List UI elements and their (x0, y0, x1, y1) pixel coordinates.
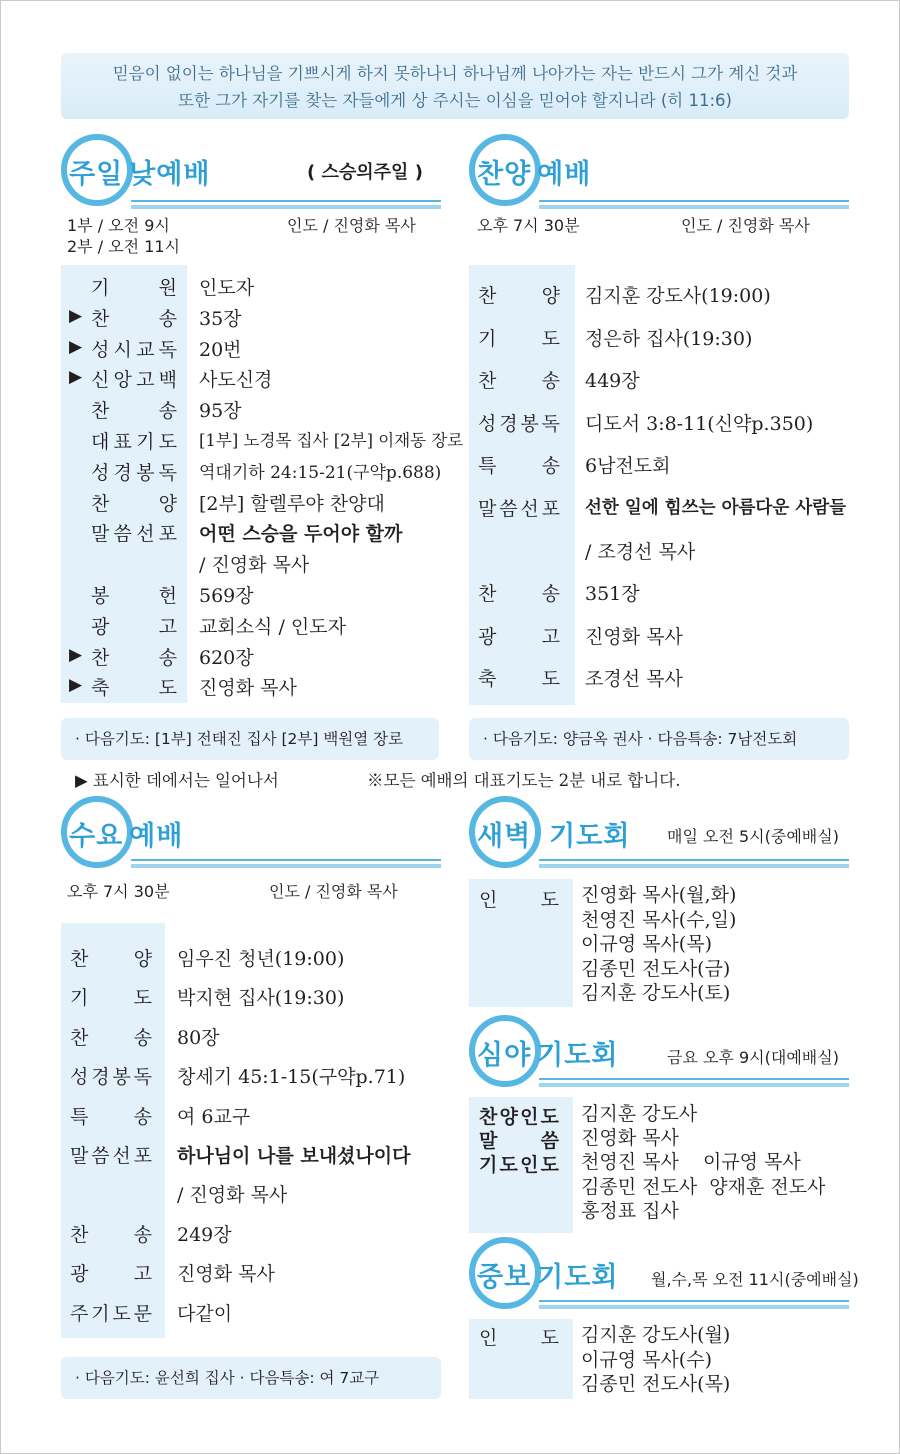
order-value: 351장 (585, 583, 640, 606)
night-value: 진영화 목사 (581, 1127, 679, 1150)
order-label: 찬 송 (91, 307, 177, 330)
sunday-subtitle: ( 스승의주일 ) (307, 162, 423, 183)
praise-time: 오후 7시 30분 (477, 216, 580, 235)
order-value: 교회소식 / 인도자 (199, 615, 346, 638)
standing-marker: ▶ (69, 305, 83, 326)
praise-service-header (469, 134, 849, 204)
wednesday-service-header (61, 796, 441, 866)
order-value: 진영화 목사 (199, 677, 297, 700)
stand-notice: ▶ 표시한 데에서는 일어나서 (75, 771, 279, 790)
header-rule (131, 205, 441, 209)
order-label: 주 기 도 문 (70, 1302, 152, 1325)
header-rule (539, 1083, 849, 1087)
header-rule (539, 864, 849, 868)
order-value: 249장 (177, 1223, 232, 1246)
header-rule (131, 864, 441, 868)
order-label: 찬 송 (91, 646, 177, 669)
order-label: 찬 송 (91, 400, 177, 423)
order-label: 성 경 봉 독 (70, 1066, 152, 1089)
order-label: 성 경 봉 독 (478, 412, 560, 435)
intercession-leader: 김지훈 강도사(월) (581, 1324, 731, 1346)
sunday-service-header (61, 134, 441, 204)
intercession-title-circle: 중보 (477, 1262, 532, 1293)
night-info: 금요 오후 9시(대예배실) (667, 1048, 839, 1067)
order-label: 성 경 봉 독 (91, 461, 177, 484)
order-value: 진영화 목사 (585, 625, 683, 648)
order-value: [1부] 노경목 집사 [2부] 이재동 장로 (199, 431, 464, 450)
intercession-leader: 김종민 전도사(목) (581, 1373, 731, 1395)
night-label: 말 씀 (479, 1130, 559, 1153)
wednesday-time: 오후 7시 30분 (67, 882, 170, 901)
order-label: 말 씀 선 포 (478, 498, 560, 520)
intercession-label: 인 도 (479, 1327, 559, 1349)
night-title-circle: 심야 (477, 1040, 532, 1071)
order-label: 기 도 (70, 987, 152, 1010)
order-label: 말 씀 선 포 (91, 523, 177, 546)
sunday-title-rest: 낮예배 (129, 159, 211, 190)
dawn-info: 매일 오전 5시(중예배실) (667, 827, 839, 846)
order-label: 찬 송 (478, 370, 560, 393)
order-label: 대 표 기 도 (91, 431, 177, 453)
night-label: 찬 양 인 도 (479, 1106, 559, 1128)
verse-line-1: 믿음이 없이는 하나님을 기쁘시게 하지 못하나니 하나님께 나아가는 자는 반드시 그가 계신 것과 (112, 64, 798, 83)
order-value: 박지현 집사(19:30) (177, 987, 345, 1010)
order-label: 봉 헌 (91, 585, 177, 607)
order-value: 569장 (199, 585, 254, 607)
dawn-title-rest: 기도회 (549, 821, 631, 852)
order-label: 기 원 (91, 277, 177, 299)
order-label: 신 앙 고 백 (91, 369, 177, 392)
dawn-leader: 진영화 목사(월,화) (581, 884, 737, 906)
header-rule (539, 205, 849, 209)
praise-leader: 인도 / 진영화 목사 (681, 216, 810, 235)
order-value: 95장 (199, 400, 242, 423)
order-label: 광 고 (91, 615, 177, 638)
order-value: 창세기 45:1-15(구약p.71) (177, 1066, 406, 1089)
order-label: 찬 양 (91, 492, 177, 515)
order-value: 김지훈 강도사(19:00) (585, 285, 771, 307)
order-label: 말 씀 선 포 (70, 1145, 152, 1167)
intercession-title-rest: 기도회 (537, 1262, 619, 1293)
order-label: 성 시 교 독 (91, 338, 177, 361)
sunday-next-prayer: · 다음기도: [1부] 전태진 집사 [2부] 백원열 장로 (61, 718, 439, 760)
header-rule (539, 859, 849, 861)
wednesday-leader: 인도 / 진영화 목사 (269, 882, 398, 901)
order-value: 사도신경 (199, 369, 273, 392)
standing-marker: ▶ (69, 644, 83, 665)
sunday-time-2: 2부 / 오전 11시 (67, 237, 181, 256)
order-value: / 조경선 목사 (585, 540, 696, 563)
order-label: 찬 양 (478, 285, 560, 307)
order-value: / 진영화 목사 (177, 1184, 288, 1207)
night-value: 김지훈 강도사 (581, 1103, 698, 1125)
order-value: 진영화 목사 (177, 1263, 275, 1286)
order-value: 어떤 스승을 두어야 할까 (199, 523, 403, 546)
header-rule (131, 859, 441, 861)
night-value: 천영진 목사 이규영 목사 (581, 1151, 801, 1174)
dawn-leader: 이규영 목사(목) (581, 933, 712, 955)
header-rule (539, 200, 849, 202)
order-label: 찬 양 (70, 948, 152, 970)
praise-title-rest: 예배 (537, 159, 592, 190)
order-value: 449장 (585, 370, 640, 393)
order-label: 축 도 (478, 668, 560, 691)
verse-banner (61, 53, 849, 119)
order-value: 35장 (199, 307, 242, 330)
dawn-leader: 천영진 목사(수,일) (581, 908, 737, 931)
order-value: 여 6교구 (177, 1105, 251, 1128)
order-value: 임우진 청년(19:00) (177, 948, 345, 970)
order-label: 찬 송 (478, 583, 560, 606)
order-label: 특 송 (70, 1105, 152, 1128)
dawn-title-circle: 새벽 (477, 821, 532, 852)
wednesday-title-circle: 수요 (69, 821, 124, 852)
order-value: 다같이 (177, 1302, 233, 1325)
order-value: 80장 (177, 1026, 220, 1049)
sunday-leader: 인도 / 진영화 목사 (287, 216, 416, 235)
order-value: 조경선 목사 (585, 668, 683, 691)
dawn-leader: 김지훈 강도사(토) (581, 982, 731, 1004)
order-label: 축 도 (91, 677, 177, 700)
order-value: 정은하 집사(19:30) (585, 327, 753, 350)
intercession-info: 월,수,목 오전 11시(중예배실) (651, 1270, 859, 1289)
wednesday-next-prayer: · 다음기도: 윤선희 집사 · 다음특송: 여 7교구 (61, 1357, 441, 1399)
sunday-time-1: 1부 / 오전 9시 (67, 216, 170, 235)
intercession-prayer-header (469, 1237, 859, 1307)
dawn-label: 인 도 (479, 889, 559, 911)
standing-marker: ▶ (69, 367, 83, 388)
order-label: 광 고 (70, 1263, 152, 1286)
prayer-time-notice: ※모든 예배의 대표기도는 2분 내로 합니다. (367, 771, 681, 790)
praise-next-prayer: · 다음기도: 양금옥 권사 · 다음특송: 7남전도회 (469, 718, 849, 760)
order-value: [2부] 할렐루야 찬양대 (199, 492, 385, 515)
night-label: 기 도 인 도 (479, 1154, 559, 1177)
header-rule (539, 1078, 849, 1080)
order-value: 20번 (199, 338, 242, 361)
order-label: 특 송 (478, 455, 560, 478)
order-label: 광 고 (478, 625, 560, 648)
dawn-prayer-header (469, 796, 849, 866)
standing-marker: ▶ (69, 336, 83, 357)
dawn-leader: 김종민 전도사(금) (581, 957, 731, 980)
night-value: 김종민 전도사 양재훈 전도사 (581, 1175, 826, 1198)
order-value: 선한 일에 힘쓰는 아름다운 사람들 (585, 498, 847, 518)
order-value: / 진영화 목사 (199, 554, 310, 577)
praise-title-circle: 찬양 (477, 159, 532, 190)
order-label: 찬 송 (70, 1026, 152, 1049)
header-rule (539, 1305, 849, 1309)
header-rule (539, 1300, 849, 1302)
verse-line-2: 또한 그가 자기를 찾는 자들에게 상 주시는 이심을 믿어야 할지니라 (히 11:6) (178, 91, 732, 110)
night-prayer-header (469, 1015, 849, 1085)
order-value: 620장 (199, 646, 254, 669)
order-value: 하나님이 나를 보내셨나이다 (177, 1145, 411, 1167)
order-value: 디도서 3:8-11(신약p.350) (585, 412, 814, 435)
intercession-leader: 이규영 목사(수) (581, 1348, 712, 1371)
order-value: 역대기하 24:15-21(구약p.688) (199, 462, 442, 483)
order-value: 인도자 (199, 277, 255, 299)
night-value: 홍정표 집사 (581, 1199, 679, 1222)
night-title-rest: 기도회 (537, 1040, 619, 1071)
order-label: 기 도 (478, 327, 560, 350)
standing-marker: ▶ (69, 675, 83, 696)
order-label: 찬 송 (70, 1223, 152, 1246)
sunday-title-circle: 주일 (69, 159, 124, 190)
order-value: 6남전도회 (585, 455, 671, 478)
header-rule (131, 200, 441, 202)
wednesday-title-rest: 예배 (129, 821, 184, 852)
